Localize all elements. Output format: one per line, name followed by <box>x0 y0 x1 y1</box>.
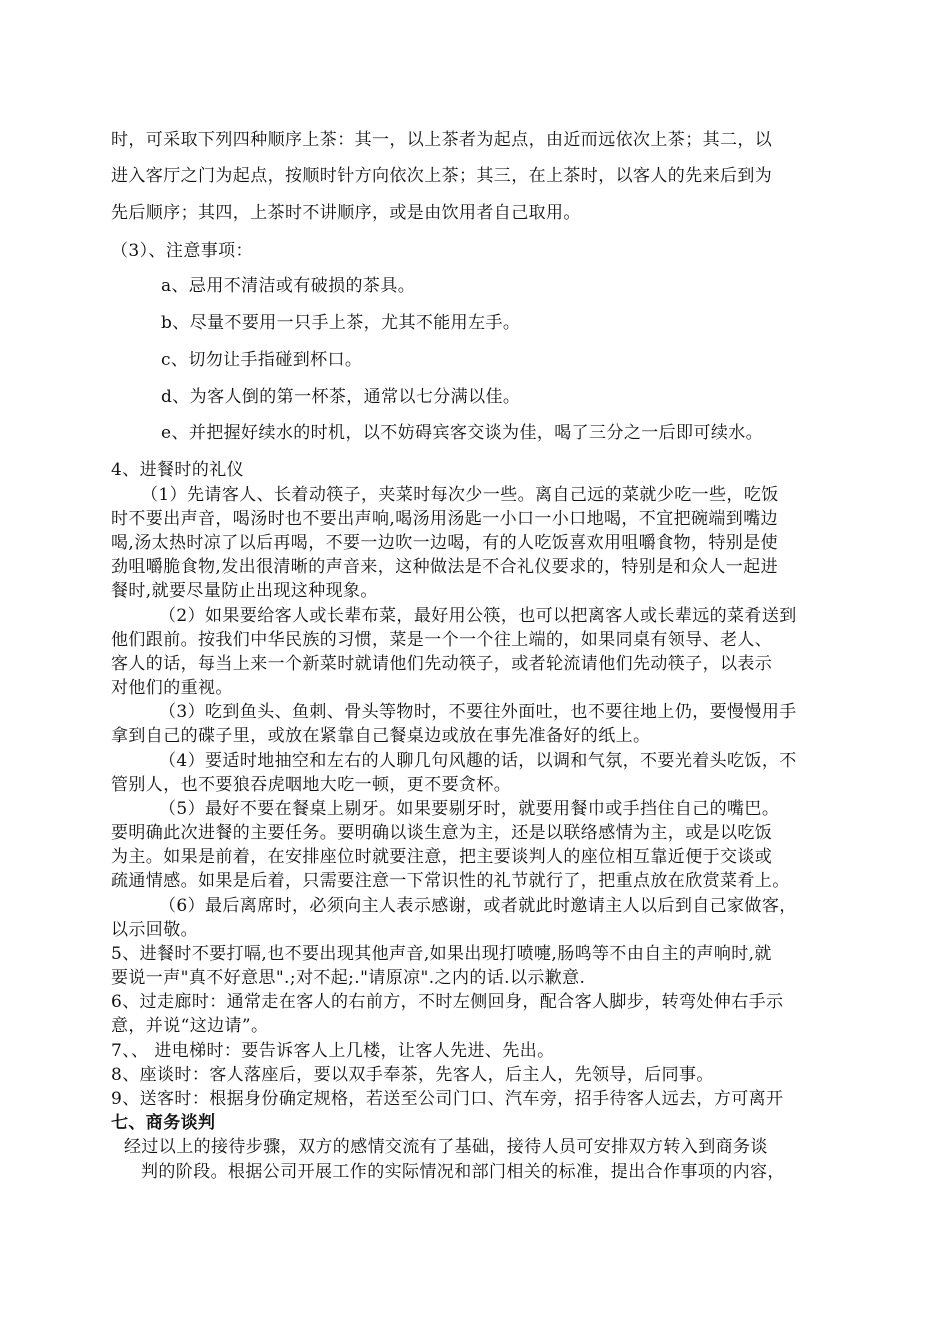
section-subheading: （3）、注意事项： <box>111 241 253 261</box>
body-text-line: 经过以上的接待步骤，双方的感情交流有了基础，接待人员可安排双方转入到商务谈 <box>124 1137 768 1157</box>
body-text-line: 时，可采取下列四种顺序上茶：其一，以上茶者为起点，由近而远依次上茶；其二，以 <box>111 130 773 150</box>
body-text-line: 7、、 进电梯时：要告诉客人上几楼，让客人先进、先出。 <box>111 1041 555 1061</box>
body-text-line: 疏通情感。如果是后着，只需要注意一下常识性的礼节就行了，把重点放在欣赏菜肴上。 <box>111 871 790 891</box>
body-text-line: 进入客厅之门为起点，按顺时针方向依次上茶；其三，在上茶时，以客人的先来后到为 <box>111 166 773 186</box>
list-item: a、忌用不清洁或有破损的茶具。 <box>161 276 416 296</box>
body-text-line: 劲咀嚼脆食物,发出很清晰的声音来，这种做法是不合礼仪要求的，特别是和众人一起进 <box>111 557 779 577</box>
body-text-line: 对他们的重视。 <box>111 678 233 698</box>
body-text-line: 拿到自己的碟子里，或放在紧靠自己餐桌边或放在事先准备好的纸上。 <box>111 726 651 746</box>
body-text-line: 管别人，也不要狼吞虎咽地大吃一顿，更不要贪杯。 <box>111 775 512 795</box>
body-text-line: （1）先请客人、长着动筷子，夹菜时每次少一些。离自己远的菜就少吃一些，吃饭 <box>141 485 779 505</box>
list-item: d、为客人倒的第一杯茶，通常以七分满以佳。 <box>161 387 521 407</box>
list-item: b、尽量不要用一只手上茶，尤其不能用左手。 <box>161 313 521 333</box>
body-text-line: （4）要适时地抽空和左右的人聊几句风趣的话，以调和气氛，不要光着头吃饭，不 <box>159 751 797 771</box>
body-text-line: （5）最好不要在餐桌上剔牙。如果要剔牙时，就要用餐巾或手挡住自己的嘴巴。 <box>159 799 780 819</box>
body-text-line: （6）最后离席时，必须向主人表示感谢，或者就此时邀请主人以后到自己家做客， <box>159 896 797 916</box>
body-text-line: 5、进餐时不要打嗝,也不要出现其他声音,如果出现打喷嚏,肠鸣等不由自主的声响时,就 <box>111 944 772 964</box>
body-text-line: 意，并说“这边请”。 <box>111 1016 269 1036</box>
list-item: e、并把握好续水的时机，以不妨碍宾客交谈为佳，喝了三分之一后即可续水。 <box>161 423 764 443</box>
body-text-line: 要明确此次进餐的主要任务。要明确以谈生意为主，还是以联络感情为主，或是以吃饭 <box>111 823 773 843</box>
list-item: c、切勿让手指碰到杯口。 <box>161 350 363 370</box>
body-text-line: 客人的话，每当上来一个新菜时就请他们先动筷子，或者轮流请他们先动筷子，以表示 <box>111 654 773 674</box>
body-text-line: 先后顺序；其四，上茶时不讲顺序，或是由饮用者自己取用。 <box>111 203 581 223</box>
body-text-line: 判的阶段。根据公司开展工作的实际情况和部门相关的标准，提出合作事项的内容， <box>141 1162 785 1182</box>
body-text-line: 时不要出声音，喝汤时也不要出声响,喝汤用汤匙一小口一小口地喝，不宜把碗端到嘴边 <box>111 509 779 529</box>
body-text-line: 8、座谈时：客人落座后，要以双手奉茶，先客人，后主人，先领导，后同事。 <box>111 1065 714 1085</box>
body-text-line: 喝,汤太热时凉了以后再喝，不要一边吹一边喝，有的人吃饭喜欢用咀嚼食物，特别是使 <box>111 533 779 553</box>
body-text-line: 要说一声"真不好意思".;对不起;."请原凉".之内的话.以示歉意. <box>111 968 586 988</box>
body-text-line: 6、过走廊时：通常走在客人的右前方，不时左侧回身，配合客人脚步，转弯处伸右手示 <box>111 992 784 1012</box>
section-subheading: 4、进餐时的礼仪 <box>111 460 245 480</box>
body-text-line: 餐时,就要尽量防止出现这种现象。 <box>111 581 378 601</box>
section-heading: 七、商务谈判 <box>111 1113 216 1133</box>
body-text-line: 9、送客时：根据身份确定规格，若送至公司门口、汽车旁，招手待客人远去，方可离开 <box>111 1089 784 1109</box>
body-text-line: 他们跟前。按我们中华民族的习惯，菜是一个一个往上端的，如果同桌有领导、老人、 <box>111 630 773 650</box>
body-text-line: 以示回敬。 <box>111 920 198 940</box>
body-text-line: （2）如果要给客人或长辈布菜，最好用公筷，也可以把离客人或长辈远的菜肴送到 <box>159 606 797 626</box>
body-text-line: 为主。如果是前着，在安排座位时就要注意，把主要谈判人的座位相互靠近便于交谈或 <box>111 847 773 867</box>
body-text-line: （3）吃到鱼头、鱼刺、骨头等物时，不要往外面吐，也不要往地上仍，要慢慢用手 <box>159 702 797 722</box>
